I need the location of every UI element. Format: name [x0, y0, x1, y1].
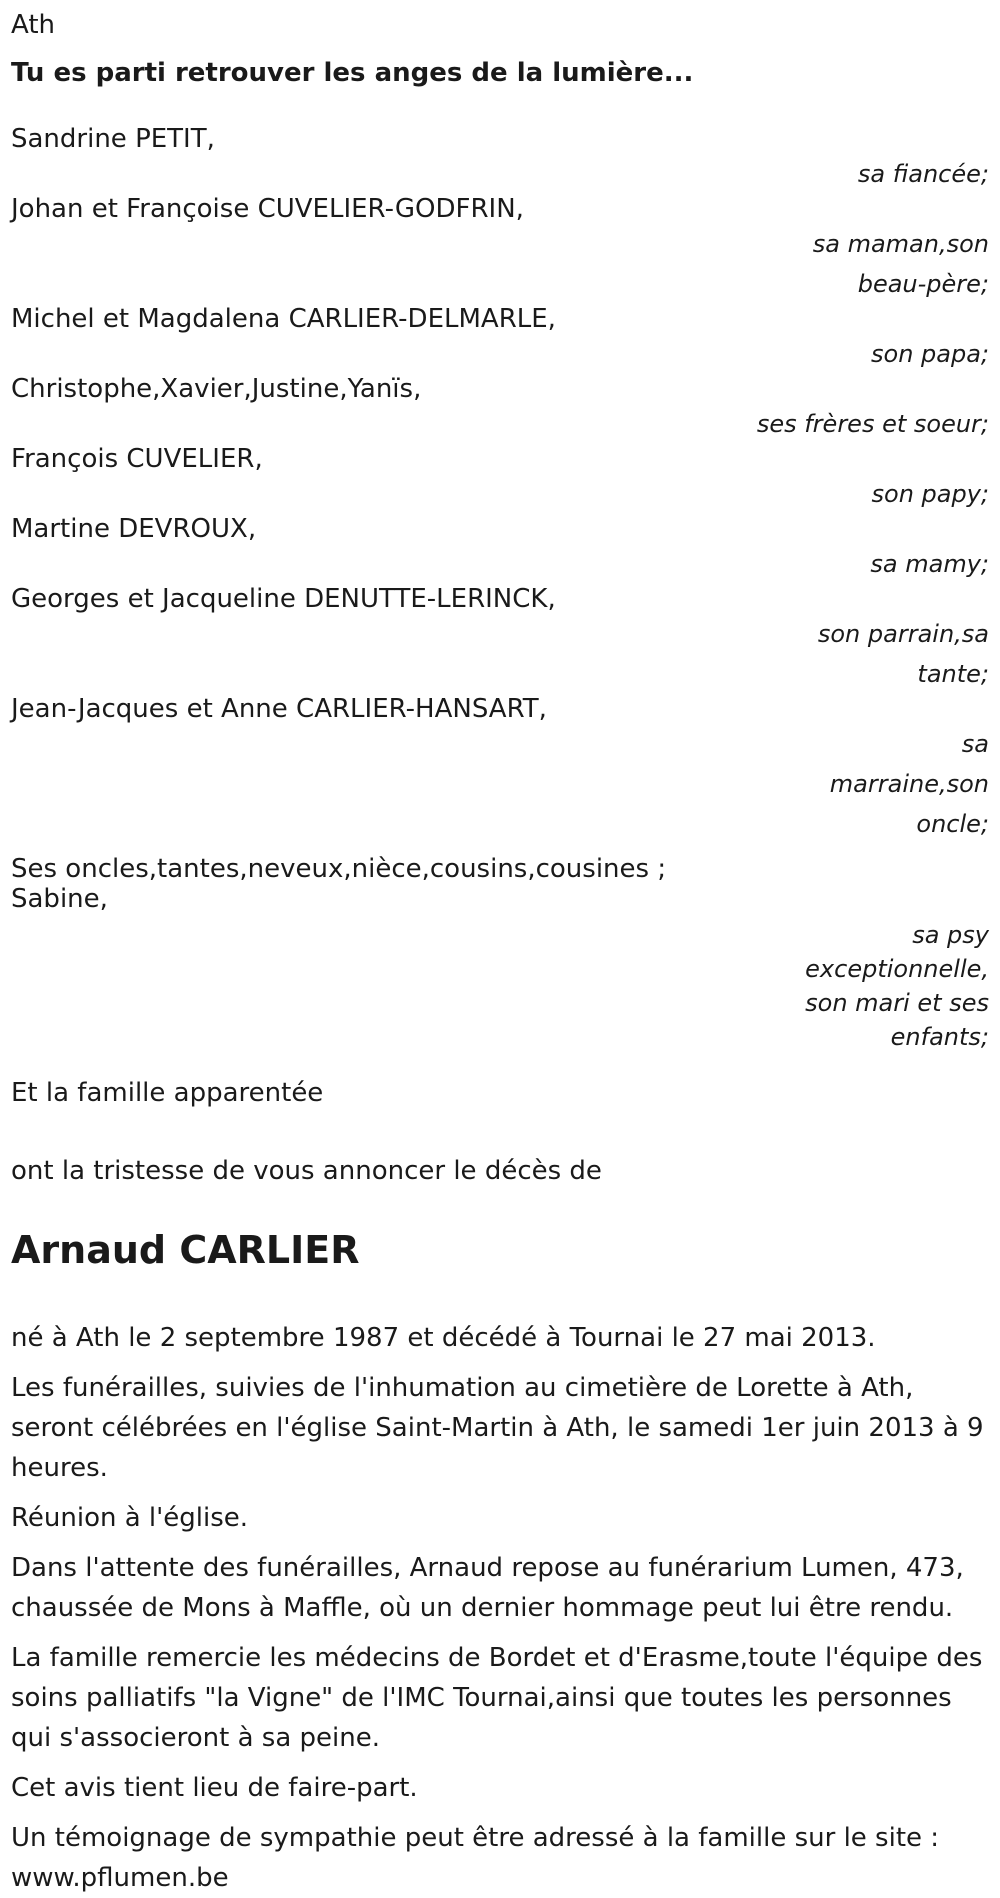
mourner-relation: ses frères et soeur; — [756, 410, 989, 438]
funerarium-paragraph: Dans l'attente des funérailles, Arnaud repose au funérarium Lumen, 473, chaussée de Mons à Maffle, où un dernier hommage peut lui être rendu. — [11, 1553, 964, 1623]
mourner-relation: sa psy exceptionnelle, son mari et ses enfants; — [805, 921, 989, 1051]
thanks-paragraph: La famille remercie les médecins de Bordet et d'Erasme,toute l'équipe des soins palliatifs "la Vigne" de l'IMC Tournai,ainsi que toutes les personnes qui s'associeront à sa peine. — [11, 1643, 983, 1753]
deceased-name: Arnaud CARLIER — [11, 1228, 360, 1272]
meeting-paragraph: Réunion à l'église. — [11, 1503, 249, 1533]
mourner-entry — [11, 374, 989, 444]
mourner-relation: sa maman,son beau-père; — [812, 230, 989, 298]
mourners-list — [11, 124, 989, 1054]
mourner-entry — [11, 444, 989, 514]
mourner-name: Sandrine PETIT, — [11, 124, 215, 154]
mourner-relation: sa mamy; — [870, 550, 989, 578]
mourner-relation: sa fiancée; — [857, 160, 989, 188]
mourner-entry — [11, 124, 989, 194]
mourner-name: Jean-Jacques et Anne CARLIER-HANSART, — [11, 694, 547, 724]
birth-death-paragraph: né à Ath le 2 septembre 1987 et décédé à Tournai le 27 mai 2013. — [11, 1323, 876, 1353]
mourner-relation: sa marraine,son oncle; — [829, 730, 989, 838]
mourner-entry — [11, 304, 989, 374]
mourner-name: Martine DEVROUX, — [11, 514, 257, 544]
family-line: Et la famille apparentée — [11, 1078, 324, 1108]
obituary-notice — [11, 0, 989, 1898]
funeral-paragraph: Les funérailles, suivies de l'inhumation au cimetière de Lorette à Ath, seront célébrées en l'église Saint-Martin à Ath, le samedi 1er juin 2013 à 9 heures. — [11, 1373, 984, 1483]
mourner-name: Michel et Magdalena CARLIER-DELMARLE, — [11, 304, 556, 334]
tagline: Tu es parti retrouver les anges de la lumière... — [11, 58, 694, 88]
mourner-entry — [11, 584, 989, 694]
mourner-entry — [11, 884, 989, 1054]
extended-family: Ses oncles,tantes,neveux,nièce,cousins,cousines ; — [11, 854, 667, 884]
mourner-entry — [11, 694, 989, 844]
mourner-entry — [11, 514, 989, 584]
sympathy-paragraph: Un témoignage de sympathie peut être adressé à la famille sur le site : www.pflumen.be — [11, 1823, 940, 1893]
mourner-relation: son parrain,sa tante; — [817, 620, 989, 688]
mourner-name: Christophe,Xavier,Justine,Yanïs, — [11, 374, 422, 404]
mourner-name: Sabine, — [11, 884, 108, 914]
mourner-name: François CUVELIER, — [11, 444, 263, 474]
mourner-name: Georges et Jacqueline DENUTTE-LERINCK, — [11, 584, 556, 614]
mourner-relation: son papa; — [871, 340, 989, 368]
mourner-entry — [11, 194, 989, 304]
mourner-relation: son papy; — [871, 480, 989, 508]
mourner-name: Johan et Françoise CUVELIER-GODFRIN, — [11, 194, 524, 224]
announcement: ont la tristesse de vous annoncer le décès de — [11, 1156, 602, 1186]
notice-paragraph: Cet avis tient lieu de faire-part. — [11, 1773, 418, 1803]
details-section — [11, 1318, 989, 1898]
place-label: Ath — [11, 10, 56, 40]
